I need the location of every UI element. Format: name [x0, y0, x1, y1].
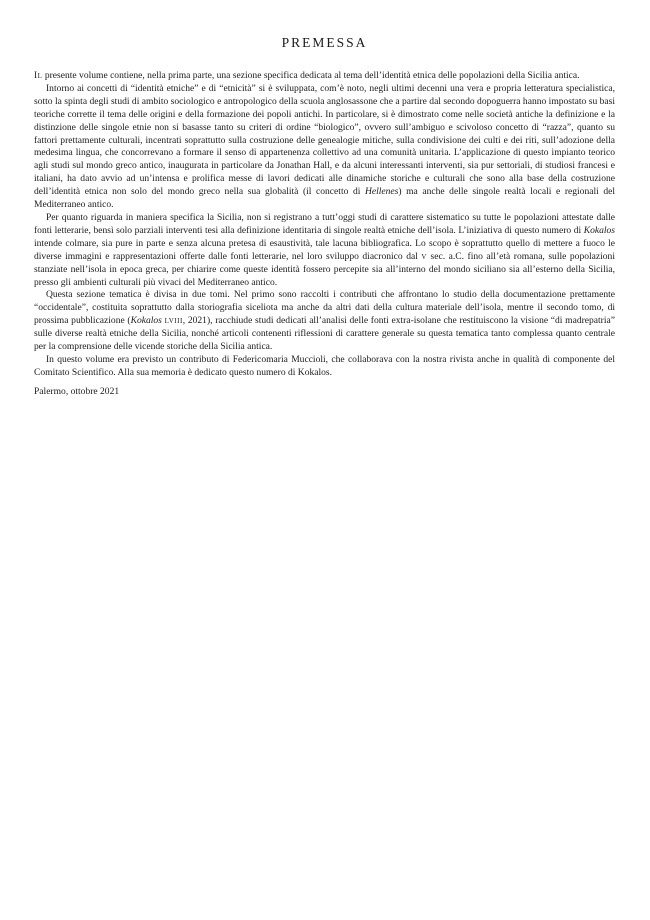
text-run: In questo volume era previsto un contributo di Federicomaria Muccioli, che collaborava con la nostra rivista anche in qualità di componente del Comitato Scientifico. Alla sua memoria è dedicato questo numero di Kokalos. [34, 353, 615, 378]
page [34, 0, 615, 399]
italic-term: Hellenes [364, 186, 399, 198]
roman-numeral: v [421, 250, 427, 262]
body-text [34, 70, 615, 380]
text-run: Questa sezione tematica è divisa in due tomi. Nel primo sono raccolti i contributi che affrontano lo studio della documentazione prettamente “occidentale”, costituita soprattutto dalla storiografia siceliota ma anche da altri dati della cultura materiale dell’isola, mentre il secondo tomo, di prossima pubblicazione ( [34, 289, 615, 327]
text-run: ) ma anche delle singole realtà locali e regionali del Mediterraneo antico. [34, 186, 615, 211]
roman-numeral: lviii [164, 315, 183, 327]
paragraph [34, 212, 615, 289]
paragraph [34, 289, 615, 354]
paragraph [34, 70, 615, 83]
lead-word: Il [34, 70, 43, 81]
italic-term: Kokalos [583, 224, 615, 236]
text-run: presente volume contiene, nella prima parte, una sezione specifica dedicata al tema dell’identità etnica delle popolazioni della Sicilia antica. [42, 70, 580, 81]
text-run: , 2021), racchiude studi dedicati all’analisi delle fonti extra-isolane che restituiscono la visione “di madrepatria” sulle diverse realtà etniche della Sicilia, nonché articoli contenenti riflessioni di carattere generale su questa tematica tanto complessa quanto centrale per la comprensione delle vicende storiche della Sicilia antica. [34, 315, 615, 353]
text-run: sec. a.C. fino all’età romana, sulle popolazioni stanziate nell’isola in epoca greca, per chiarire come queste identità fossero percepite sia all’interno del mondo siciliano sia all’esterno della Sicilia, presso gli ambienti culturali più vivaci del Mediterraneo antico. [34, 250, 615, 288]
italic-term: Kokalos [130, 315, 162, 327]
page-title: PREMESSA [281, 35, 368, 50]
text-run: intende colmare, sia pure in parte e senza alcuna pretesa di esaustività, tale lacuna bibliografica. Lo scopo è soprattutto quello di mettere a fuoco le diverse immagini e rappresentazioni offerte dalle fonti letterarie, nel loro sviluppo diacronico dal [34, 237, 615, 262]
text-run: Intorno ai concetti di “identità etniche” e di “etnicità” si è sviluppata, com’è noto, negli ultimi decenni una vera e propria letteratura specialistica, sotto la spinta degli studi di ambito sociologico e antropologico della scuola anglosassone che a partire dal secondo dopoguerra hanno impostato su basi teoriche corrette il tema delle origini e della formazione dei popoli antichi. In particolare, si è dimostrato come nelle società antiche la definizione e la distinzione delle singole etnie non si basasse tanto su criteri di ordine “biologico”, ovvero sull’ambiguo e scivoloso concetto di “razza”, quanto su fattori prettamente culturali, incentrati soprattutto sulla costruzione delle genealogie mitiche, sulla condivisione dei culti e dei riti, sull’adozione della medesima lingua, che concorrevano a formare il senso di appartenenza collettivo ad una comunità unitaria. L’applicazione di questo impianto teorico agli studi sul mondo greco antico, inaugurata in particolare da Jonathan Hall, e da alcuni interessanti interventi, sia pur settoriali, di studiosi francesi e italiani, ha dato avvio ad un’intensa e prolifica messe di lavori dedicati alle dinamiche storiche e culturali che sono alla base della costruzione dell’identità etnica non solo del mondo greco nella sua globalità (il concetto di [34, 82, 615, 198]
paragraph [34, 354, 615, 380]
signature: Palermo, ottobre 2021 [34, 385, 120, 397]
paragraph [34, 83, 615, 212]
text-run: Per quanto riguarda in maniera specifica la Sicilia, non si registrano a tutt’oggi studi di carattere sistematico su tutte le popolazioni attestate dalle fonti letterarie, bensì solo parziali interventi tesi alla definizione identitaria di singole realtà etniche dell’isola. L’iniziativa di questo numero di [34, 211, 615, 236]
